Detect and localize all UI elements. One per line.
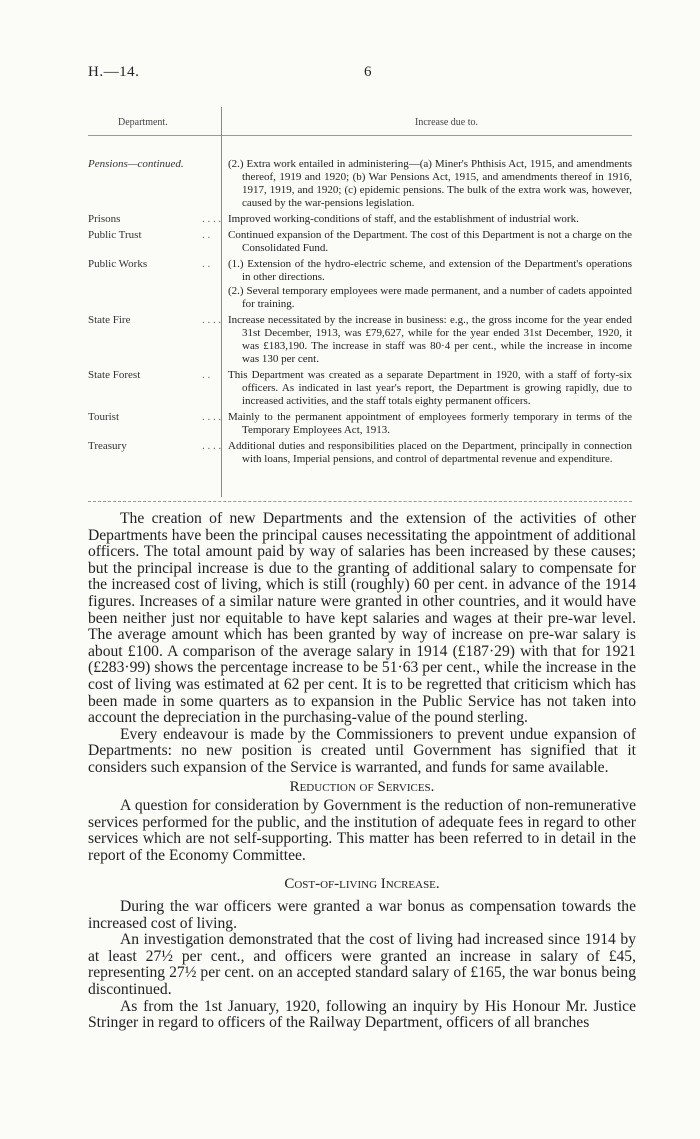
department-label: Public Trust <box>88 229 142 241</box>
leader-dots: . . . . <box>202 213 222 225</box>
reason-text: (1.) Extension of the hydro-electric scheme, and extension of the Department's operations in other directions. <box>228 258 632 283</box>
department-label: Tourist <box>88 411 120 423</box>
department-label: Pensions—continued. <box>88 158 184 170</box>
paragraph: The creation of new Departments and the extension of the activities of other Departments have been the principal causes necessitating the appointment of additional officers. The total amount paid by way of salaries has been increased by these causes; but the principal increase is due to the granting of additional salary to compensate for the increased cost of living, which is still (roughly) 60 per cent. in advance of the 1914 figures. Increases of a similar nature were granted in other countries, and it would have been neither just nor equitable to have kept salaries and wages at their pre-war level. The average amount which has been granted by way of increase on pre-war salary is about £100. A comparison of the average salary in 1914 (£187·29) with that for 1921 (£283·99) shows the percentage increase to be 51·63 per cent., while the increase in the cost of living was estimated at 62 per cent. It is to be regretted that criticism which has been made in some quarters as to expansion in the Public Service has not taken into account the depreciation in the purchasing-value of the pound sterling. <box>88 510 636 727</box>
paragraph: A question for consideration by Government is the reduction of non-remunerative services performed for the public, and the institution of adequate fees in regard to other services which are not self-supporting. This matter has been referred to in detail in the report of the Economy Committee. <box>88 797 636 864</box>
department-label: Treasury <box>88 440 127 452</box>
section-heading: Cost-of-living Increase. <box>284 876 440 893</box>
leader-dots: . . <box>202 229 211 241</box>
increase-reason <box>228 158 632 210</box>
departments-table <box>88 107 632 469</box>
header-rule <box>88 135 632 136</box>
reason-text: Additional duties and responsibilities placed on the Department, principally in connection with loans, Imperial pensions, and control of departmental revenue and expenditure. <box>228 440 632 465</box>
increase-reason <box>228 440 632 466</box>
department-label: State Fire <box>88 314 131 326</box>
paragraph: During the war officers were granted a war bonus as compensation towards the increased cost of living. <box>88 898 636 932</box>
department-name <box>88 440 228 466</box>
reason-text: Continued expansion of the Department. The cost of this Department is not a charge on the Consolidated Fund. <box>228 229 632 254</box>
section-heading: Reduction of Services. <box>289 778 435 795</box>
department-name <box>88 229 228 255</box>
reason-text: Increase necessitated by the increase in business: e.g., the gross income for the year ended 31st December, 1913, was £79,627, while for the year ended 31st December, 1920, it was £183,190. The increase in staff was 80·4 per cent., while the increase in income was 130 per cent. <box>228 314 632 365</box>
reason-text: Mainly to the permanent appointment of employees formerly temporary in terms of the Temporary Employees Act, 1913. <box>228 411 632 436</box>
table-row <box>88 158 632 210</box>
leader-dots: . . <box>202 258 211 270</box>
department-name <box>88 369 228 408</box>
paragraph: Every endeavour is made by the Commissioners to prevent undue expansion of Departments: no new position is created until Government has signified that it considers such expansion of the Service is warranted, and funds for same available. <box>88 725 636 776</box>
increase-reason <box>228 229 632 255</box>
table-row <box>88 229 632 255</box>
table-row <box>88 440 632 466</box>
paragraph: An investigation demonstrated that the cost of living had increased since 1914 by at least 27½ per cent., and officers were granted an increase in salary of £45, representing 27½ per cent. on an accepted standard salary of £165, the war bonus being discontinued. <box>88 931 636 999</box>
table-bottom-rule <box>88 501 632 502</box>
paragraph: As from the 1st January, 1920, following an inquiry by His Honour Mr. Justice Stringer in regard to officers of the Railway Department, officers of all branches <box>88 997 636 1032</box>
table-header <box>88 107 632 133</box>
document-code: H.—14. <box>88 64 140 80</box>
leader-dots: . . . . <box>202 314 222 326</box>
table-row <box>88 369 632 408</box>
reason-text: (2.) Extra work entailed in administering—(a) Miner's Phthisis Act, 1915, and amendments thereof, 1919 and 1920; (b) War Pensions Act, 1915, and amendments thereof in 1916, 1917, 1919, and 1920; (c) epidemic pensions. The bulk of the extra work was, however, caused by the war-pensions legislation. <box>228 158 632 209</box>
department-name <box>88 258 228 311</box>
department-label: Public Works <box>88 258 148 270</box>
reason-text: This Department was created as a separate Department in 1920, with a staff of forty-six officers. As indicated in last year's report, the Department is growing rapidly, due to increased activities, and the staff totals eighty permanent officers. <box>228 369 632 407</box>
reason-text: (2.) Several temporary employees were made permanent, and a number of cadets appointed for training. <box>228 285 632 310</box>
page-header <box>0 64 700 86</box>
leader-dots: . . <box>202 369 211 381</box>
increase-reason <box>228 369 632 408</box>
reason-text: Improved working-conditions of staff, and the establishment of industrial work. <box>228 213 579 225</box>
leader-dots: . . . . <box>202 411 222 423</box>
increase-reason <box>228 411 632 437</box>
column-header-department: Department. <box>118 117 168 128</box>
table-rows <box>88 158 632 466</box>
leader-dots: . . . . <box>202 440 222 452</box>
increase-reason <box>228 258 632 311</box>
table-row <box>88 213 632 226</box>
department-name <box>88 213 228 226</box>
department-name <box>88 411 228 437</box>
table-row <box>88 258 632 311</box>
column-header-increase: Increase due to. <box>415 117 479 128</box>
department-label: State Forest <box>88 369 141 381</box>
table-row <box>88 314 632 366</box>
table-row <box>88 411 632 437</box>
department-name <box>88 314 228 366</box>
department-label: Prisons <box>88 213 121 225</box>
department-name <box>88 158 228 210</box>
increase-reason <box>228 314 632 366</box>
body-text <box>88 511 636 1032</box>
increase-reason <box>228 213 632 226</box>
page-number: 6 <box>364 64 372 80</box>
